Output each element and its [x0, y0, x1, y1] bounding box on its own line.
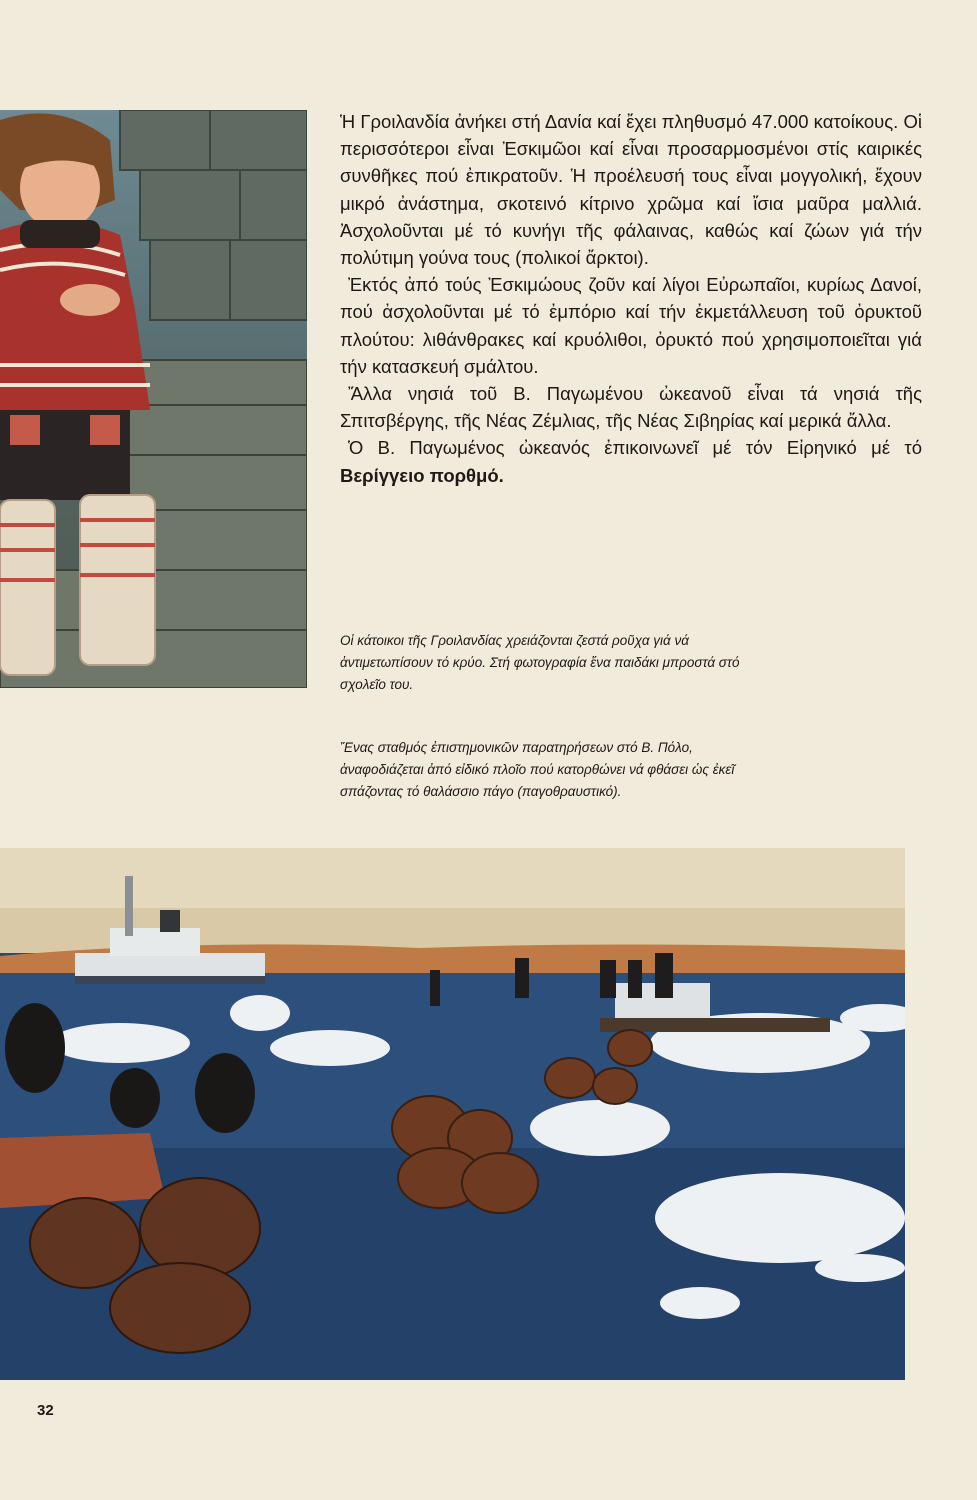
caption-station: Ἕνας σταθμός ἐπιστημονικῶν παρατηρήσεων στό Β. Πόλο, ἀναφοδιάζεται ἀπό εἰδικό πλοῖο πού κατορθώνει νά φθάσει ὡς ἐκεῖ σπάζοντας τό θαλάσσιο πάγο (παγοθραυστικό). [340, 740, 735, 799]
paragraph-bering [340, 434, 922, 488]
paragraph-bering-text: Ὁ Β. Παγωμένος ὠκεανός ἐπικοινωνεῖ μέ τόν Εἰρηνικό μέ τό [348, 437, 922, 459]
page-number: 32 [37, 1402, 54, 1419]
article-body [340, 108, 922, 489]
caption-child: Οἱ κάτοικοι τῆς Γροιλανδίας χρειάζονται ζεστά ροῦχα γιά νά ἀντιμετωπίσουν τό κρύο. Στή φωτογραφία ἕνα παιδάκι μπροστά στό σχολεῖο του. [340, 633, 740, 692]
photo-icebreaker-supply [0, 848, 905, 1380]
paragraph-islands: Ἄλλα νησιά τοῦ Β. Παγωμένου ὠκεανοῦ εἶναι τά νησιά τῆς Σπιτσβέργης, τῆς Νέας Ζέμλιας, τῆς Νέας Σιβηρίας καί μερικά ἄλλα. [340, 383, 922, 432]
paragraph-europeans: Ἐκτός ἀπό τούς Ἐσκιμώους ζοῦν καί λίγοι Εὐρωπαῖοι, κυρίως Δανοί, πού ἀσχολοῦνται μέ τό ἐμπόριο καί τήν ἐκμετάλλευση τοῦ ὀρυκτοῦ πλούτου: λιθάνθρακες καί κρυόλιθοι, ὀρυκτό πού χρησιμοποιεῖται γιά τήν κατασκευή σμάλτου. [340, 274, 922, 377]
bering-strait-term: Βερίγγειο πορθμό. [340, 464, 504, 486]
paragraph-greenland: Ἡ Γροιλανδία ἀνήκει στή Δανία καί ἔχει πληθυσμό 47.000 κατοίκους. Οἱ περισσότεροι εἶναι Ἐσκιμῶοι καί εἶναι προσαρμοσμένοι στίς καιρικές συνθῆκες πού ἐπικρατοῦν. Ἡ προέλευσή τους εἶναι μογγολική, ἔχουν μικρό ἀνάστημα, σκοτεινό κίτρινο χρῶμα καί ἴσια μαῦρα μαλλιά. Ἀσχολοῦνται μέ τό κυνήγι τῆς φάλαινας, καθώς καί ζώων γιά τήν πολύτιμη γούνα τους (πολικοί ἄρκτοι). [340, 111, 922, 269]
photo-greenland-child [0, 110, 307, 688]
